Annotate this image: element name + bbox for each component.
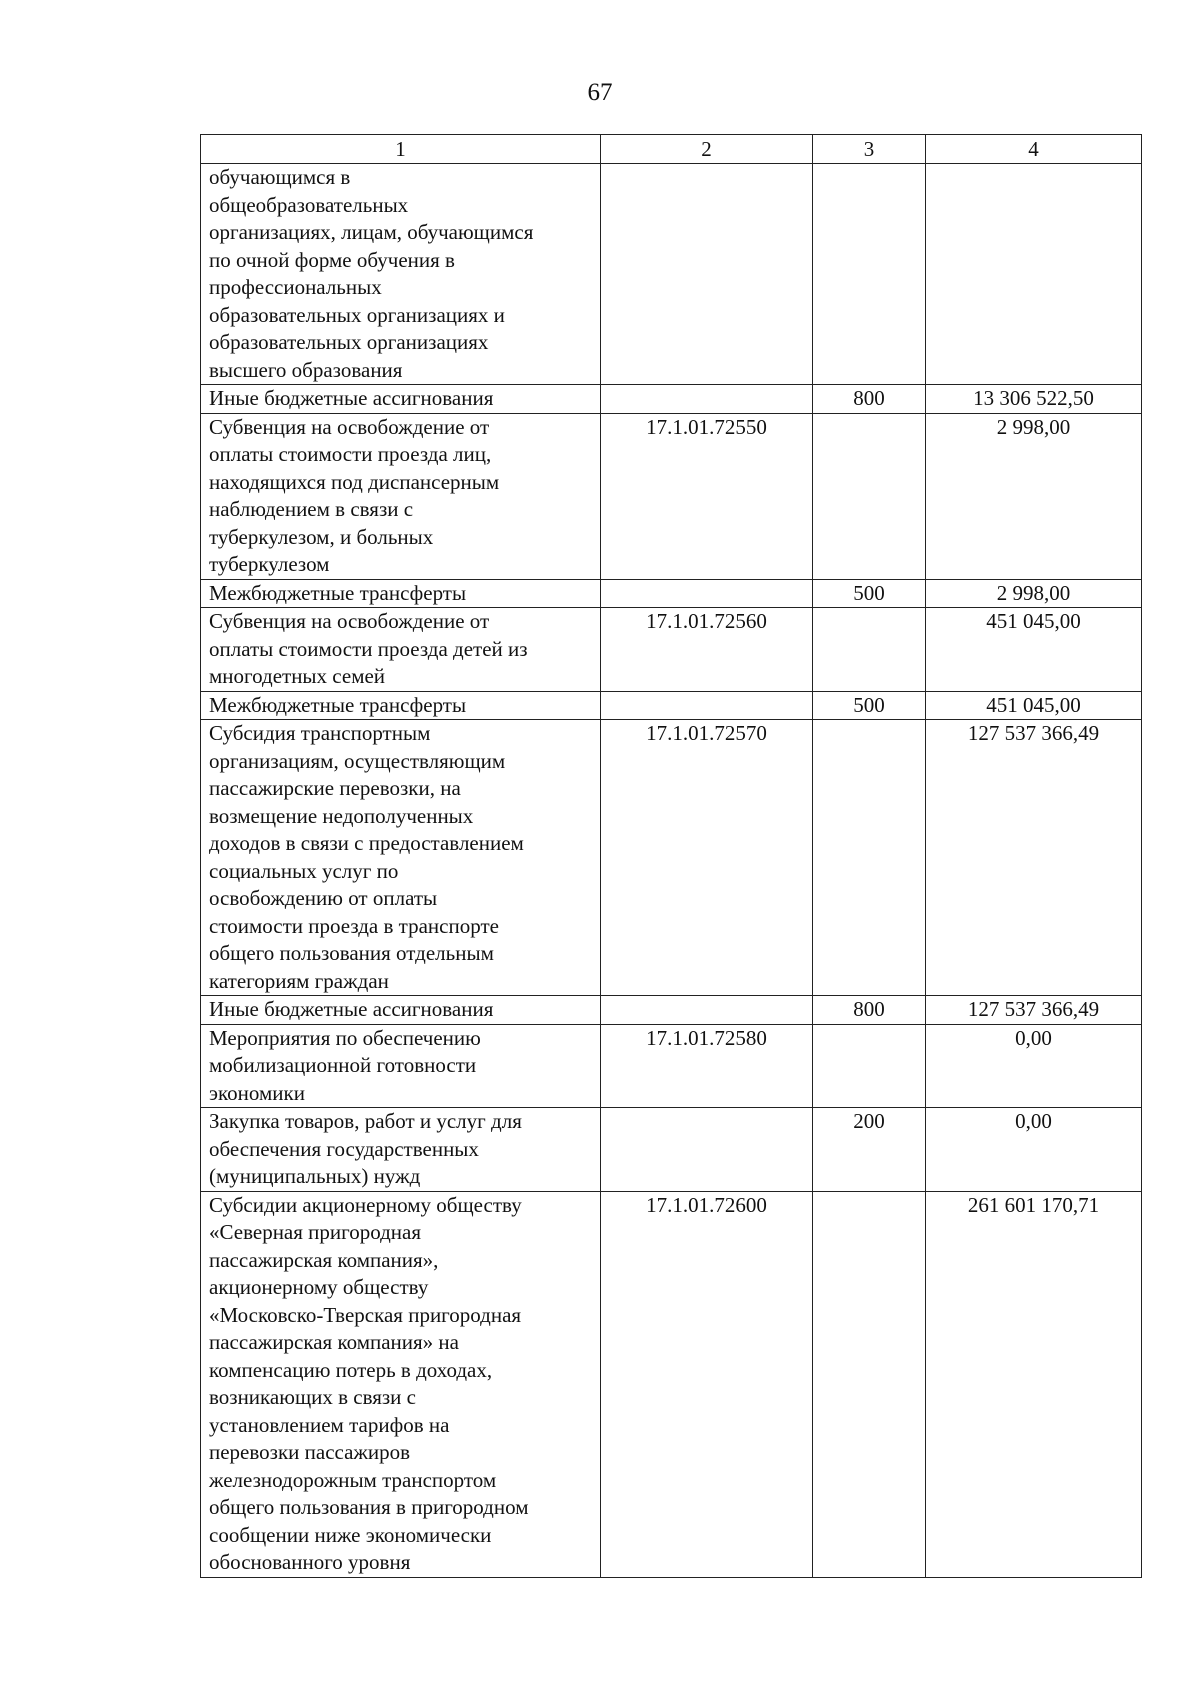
row-code xyxy=(601,996,813,1025)
row-code xyxy=(601,164,813,385)
row-name: Межбюджетные трансферты xyxy=(201,691,601,720)
row-type xyxy=(813,608,926,692)
table-row xyxy=(201,385,1142,414)
row-type xyxy=(813,164,926,385)
row-type: 500 xyxy=(813,691,926,720)
row-amount: 261 601 170,71 xyxy=(926,1191,1142,1577)
row-name: Закупка товаров, работ и услуг для обеспечения государственных (муниципальных) нужд xyxy=(201,1108,601,1192)
row-code xyxy=(601,691,813,720)
row-name: Межбюджетные трансферты xyxy=(201,579,601,608)
table-row xyxy=(201,579,1142,608)
row-code xyxy=(601,579,813,608)
table-row xyxy=(201,691,1142,720)
row-name: Субвенция на освобождение от оплаты стоимости проезда детей из многодетных семей xyxy=(201,608,601,692)
row-amount: 13 306 522,50 xyxy=(926,385,1142,414)
table-row xyxy=(201,413,1142,579)
row-code: 17.1.01.72580 xyxy=(601,1024,813,1108)
row-name: Мероприятия по обеспечению мобилизационной готовности экономики xyxy=(201,1024,601,1108)
table-body xyxy=(201,164,1142,1578)
row-amount: 2 998,00 xyxy=(926,579,1142,608)
page-number: 67 xyxy=(587,79,613,106)
row-code xyxy=(601,1108,813,1192)
row-name: Иные бюджетные ассигнования xyxy=(201,385,601,414)
table-row xyxy=(201,1191,1142,1577)
row-name: Субсидия транспортным организациям, осуществляющим пассажирские перевозки, на возмещение недополученных доходов в связи с предоставлением социальных услуг по освобождению от оплаты стоимости проезда в транспорте общего пользования отдельным категориям граждан xyxy=(201,720,601,996)
column-header-4: 4 xyxy=(926,135,1142,164)
row-type xyxy=(813,1024,926,1108)
row-type xyxy=(813,1191,926,1577)
header-row xyxy=(201,135,1142,164)
row-amount: 0,00 xyxy=(926,1024,1142,1108)
row-amount: 127 537 366,49 xyxy=(926,720,1142,996)
row-code: 17.1.01.72570 xyxy=(601,720,813,996)
row-amount: 2 998,00 xyxy=(926,413,1142,579)
table-row xyxy=(201,1108,1142,1192)
row-amount: 127 537 366,49 xyxy=(926,996,1142,1025)
table-row xyxy=(201,608,1142,692)
row-type: 800 xyxy=(813,385,926,414)
column-header-3: 3 xyxy=(813,135,926,164)
row-amount: 451 045,00 xyxy=(926,691,1142,720)
column-header-2: 2 xyxy=(601,135,813,164)
table-header xyxy=(201,135,1142,164)
row-name: Субвенция на освобождение от оплаты стоимости проезда лиц, находящихся под диспансерным наблюдением в связи с туберкулезом, и больных туберкулезом xyxy=(201,413,601,579)
budget-table xyxy=(200,134,1142,1578)
row-type: 500 xyxy=(813,579,926,608)
row-name: обучающимся в общеобразовательных организациях, лицам, обучающимся по очной форме обучения в профессиональных образовательных организациях и образовательных организациях высшего образования xyxy=(201,164,601,385)
row-type xyxy=(813,413,926,579)
row-code xyxy=(601,385,813,414)
row-name: Иные бюджетные ассигнования xyxy=(201,996,601,1025)
row-type: 800 xyxy=(813,996,926,1025)
table-row xyxy=(201,720,1142,996)
table-row xyxy=(201,996,1142,1025)
row-amount xyxy=(926,164,1142,385)
row-amount: 451 045,00 xyxy=(926,608,1142,692)
row-code: 17.1.01.72600 xyxy=(601,1191,813,1577)
row-type xyxy=(813,720,926,996)
table-row xyxy=(201,1024,1142,1108)
table-row xyxy=(201,164,1142,385)
row-amount: 0,00 xyxy=(926,1108,1142,1192)
row-type: 200 xyxy=(813,1108,926,1192)
column-header-1: 1 xyxy=(201,135,601,164)
row-code: 17.1.01.72550 xyxy=(601,413,813,579)
row-name: Субсидии акционерному обществу «Северная пригородная пассажирская компания», акционерному обществу «Московско-Тверская пригородная пассажирская компания» на компенсацию потерь в доходах, возникающих в связи с установлением тарифов на перевозки пассажиров железнодорожным транспортом общего пользования в пригородном сообщении ниже экономически обоснованного уровня xyxy=(201,1191,601,1577)
row-code: 17.1.01.72560 xyxy=(601,608,813,692)
